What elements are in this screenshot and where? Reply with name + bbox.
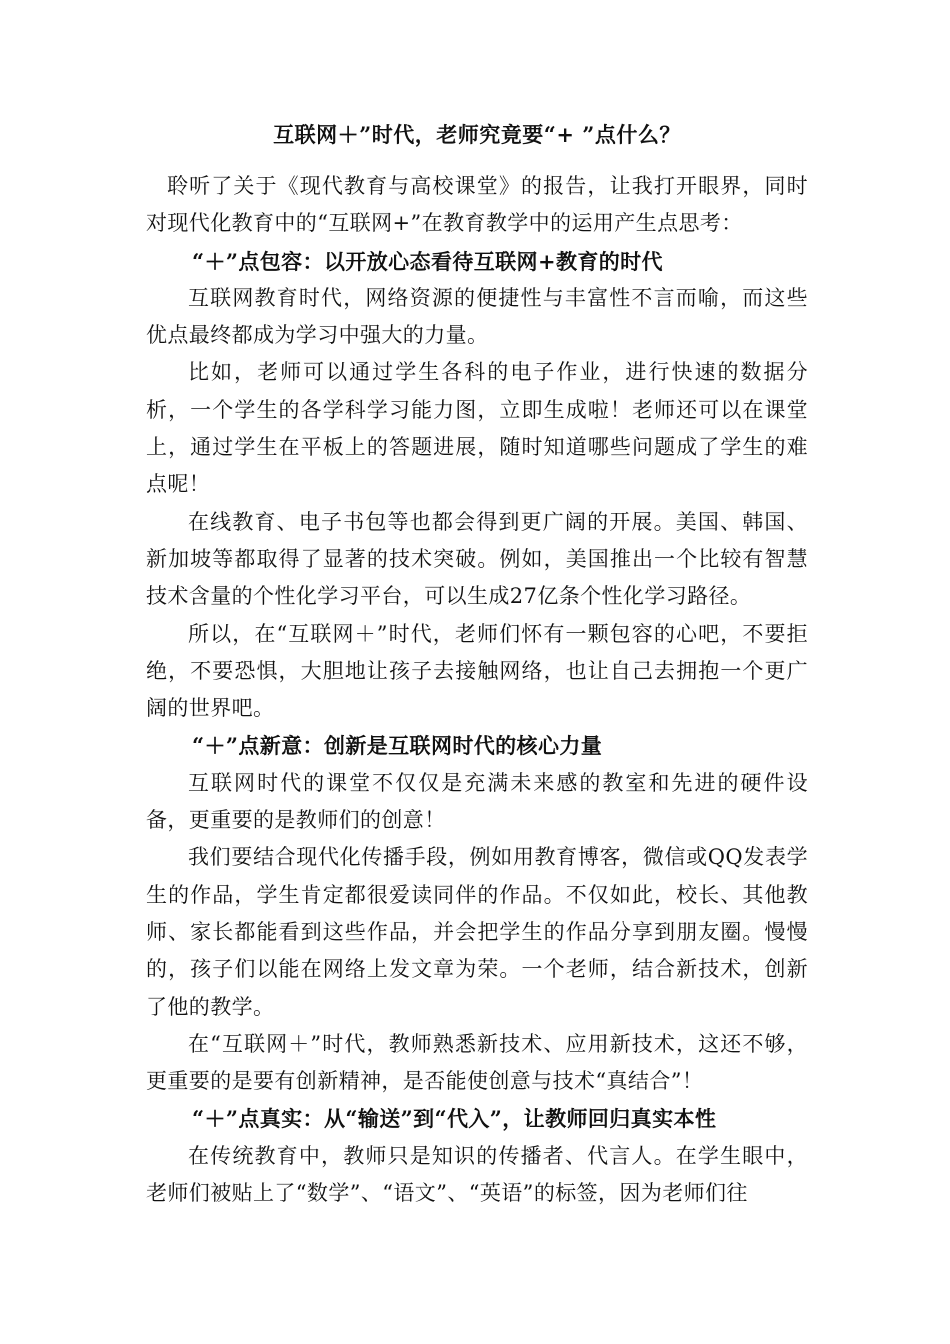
document-title: 互联网＋”时代，老师究竟要“+ ”点什么？: [273, 122, 681, 147]
section-heading-inclusion: “＋”点包容：以开放心态看待互联网+教育的时代: [192, 248, 663, 274]
section-3-paragraph-1: 在传统教育中，教师只是知识的传播者、代言人。在学生眼中，老师们被贴上了“数学”、“语文”、“英语”的标签，因为老师们往: [146, 1143, 808, 1206]
section-heading-innovation: “＋”点新意：创新是互联网时代的核心力量: [192, 733, 603, 759]
section-1-paragraph-4: 所以，在“互联网＋”时代，老师们怀有一颗包容的心吧，不要拒绝，不要恐惧，大胆地让孩子去接触网络，也让自己去拥抱一个更广阔的世界吧。: [146, 621, 808, 721]
section-1-paragraph-2: 比如，老师可以通过学生各科的电子作业，进行快速的数据分析，一个学生的各学科学习能力图，立即生成啦！老师还可以在课堂上，通过学生在平板上的答题进展，随时知道哪些问题成了学生的难点呢！: [146, 360, 808, 497]
section-2-paragraph-3: 在“互联网＋”时代，教师熟悉新技术、应用新技术，这还不够，更重要的是要有创新精神，是否能使创意与技术“真结合”！: [146, 1031, 808, 1094]
document-page: [146, 120, 808, 1212]
section-1-paragraph-1: 互联网教育时代，网络资源的便捷性与丰富性不言而喻，而这些优点最终都成为学习中强大的力量。: [146, 285, 808, 348]
intro-paragraph: 聆听了关于《现代教育与高校课堂》的报告，让我打开眼界，同时对现代化教育中的“互联网+”在教育教学中的运用产生点思考：: [146, 174, 808, 236]
section-heading-authenticity: “＋”点真实：从“输送”到“代入”，让教师回归真实本性: [192, 1106, 717, 1132]
section-2-paragraph-2: 我们要结合现代化传播手段，例如用教育博客，微信或QQ发表学生的作品，学生肯定都很爱读同伴的作品。不仅如此，校长、其他教师、家长都能看到这些作品，并会把学生的作品分享到朋友圈。慢慢的，孩子们以能在网络上发文章为荣。一个老师，结合新技术，创新了他的教学。: [146, 845, 808, 1019]
section-1-paragraph-3: 在线教育、电子书包等也都会得到更广阔的开展。美国、韩国、新加坡等都取得了显著的技术突破。例如，美国推出一个比较有智慧技术含量的个性化学习平台，可以生成27亿条个性化学习路径。: [146, 509, 808, 609]
section-2-paragraph-1: 互联网时代的课堂不仅仅是充满未来感的教室和先进的硬件设备，更重要的是教师们的创意！: [146, 770, 808, 833]
